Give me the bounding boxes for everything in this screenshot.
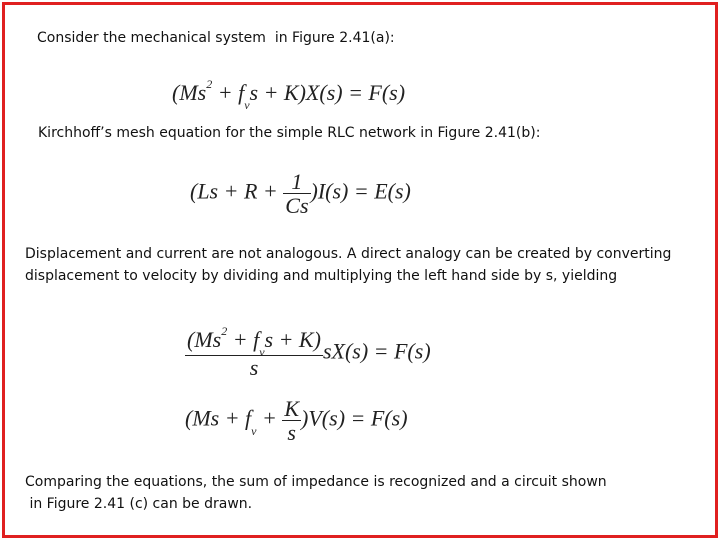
- eq-vel-numerator: K: [284, 396, 300, 421]
- eq-mech-part: s + K)X(s) = F(s): [249, 80, 406, 105]
- eq-div-exponent: 2: [221, 323, 228, 338]
- eq-div-part: s + K): [264, 327, 321, 352]
- eq-vel-part: +: [256, 405, 283, 431]
- intro-text: Consider the mechanical system in Figure 2.41(a):: [37, 30, 395, 46]
- comparing-text-2: in Figure 2.41 (c) can be drawn.: [25, 496, 253, 512]
- eq-div-numerator: [185, 323, 323, 360]
- eq-mech-exponent: 2: [206, 76, 213, 91]
- divided-equation: [185, 323, 431, 380]
- eq-rlc-part: (Ls + R +: [190, 178, 284, 204]
- rlc-equation: [190, 170, 411, 217]
- eq-rlc-part: )I(s) = E(s): [310, 178, 411, 204]
- mechanical-equation: [172, 76, 406, 113]
- eq-rlc-denominator: Cs: [285, 193, 309, 219]
- eq-rlc-fraction: [283, 170, 310, 217]
- eq-vel-part: (Ms + f: [185, 405, 252, 431]
- eq-div-part: (Ms: [187, 327, 222, 352]
- eq-div-subscript: v: [259, 345, 265, 360]
- eq-mech-part: (Ms: [172, 80, 207, 105]
- eq-rlc-numerator: 1: [291, 169, 303, 194]
- eq-vel-subscript: v: [251, 424, 257, 439]
- eq-mech-part: + f: [212, 80, 245, 105]
- displacement-text-1: Displacement and current are not analogous. A direct analogy can be created by converting: [25, 246, 672, 262]
- eq-div-denominator: s: [185, 355, 323, 379]
- eq-vel-part: )V(s) = F(s): [301, 405, 408, 431]
- kirchhoff-text: Kirchhoff’s mesh equation for the simple RLC network in Figure 2.41(b):: [38, 125, 541, 141]
- eq-vel-fraction: [282, 397, 301, 444]
- velocity-equation: [185, 397, 408, 444]
- displacement-text-2: displacement to velocity by dividing and multiplying the left hand side by s, yielding: [25, 268, 618, 284]
- eq-div-part: + f: [227, 327, 260, 352]
- eq-vel-denominator: s: [282, 420, 301, 444]
- eq-div-fraction: [185, 323, 323, 380]
- eq-div-rhs: sX(s) = F(s): [322, 338, 431, 364]
- eq-mech-subscript: v: [244, 98, 250, 113]
- comparing-text-1: Comparing the equations, the sum of impedance is recognized and a circuit shown: [25, 474, 607, 490]
